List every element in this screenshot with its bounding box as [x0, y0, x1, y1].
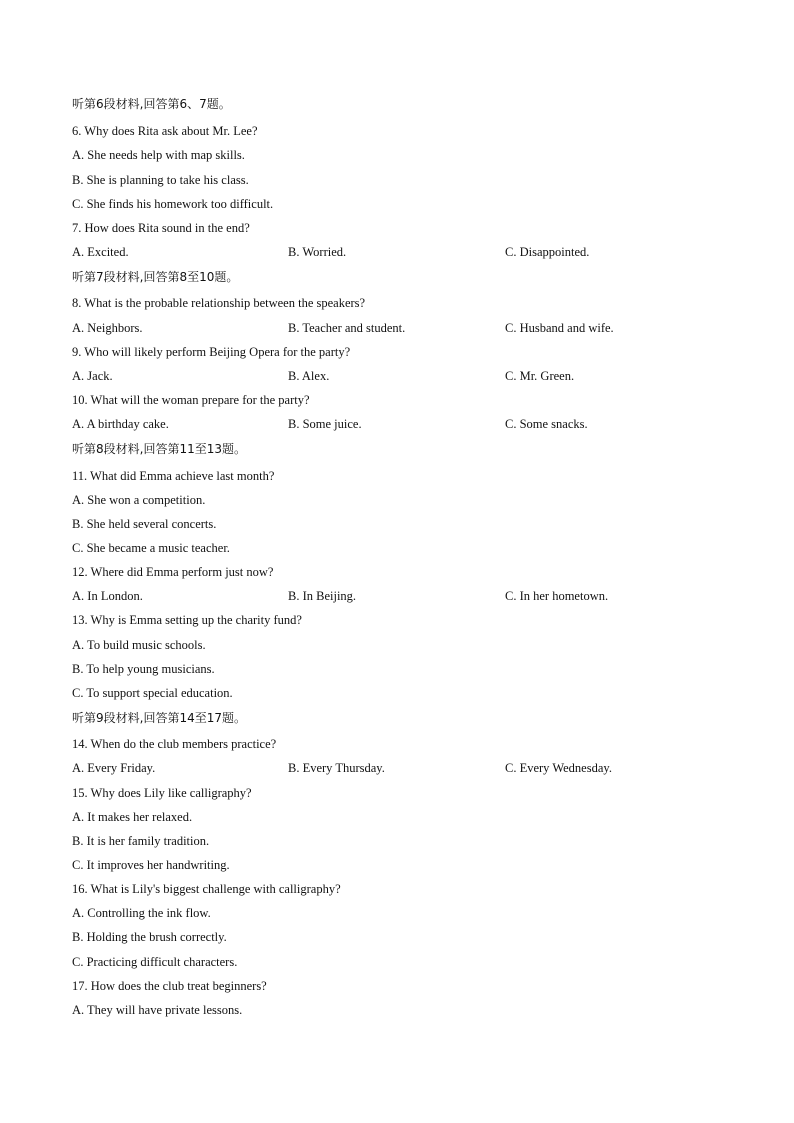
option-12b: B. In Beijing.	[288, 589, 357, 603]
option-8a: A. Neighbors.	[72, 321, 143, 335]
option-7c: C. Disappointed.	[505, 245, 590, 259]
option-6b: B. She is planning to take his class.	[72, 173, 249, 187]
question-9: 9. Who will likely perform Beijing Opera for the party?	[72, 345, 351, 359]
question-17: 17. How does the club treat beginners?	[72, 979, 267, 993]
question-10: 10. What will the woman prepare for the party?	[72, 393, 310, 407]
section-9-header: 听第9段材料,回答第14至17题。	[72, 711, 246, 725]
option-14a: A. Every Friday.	[72, 761, 156, 775]
option-13c: C. To support special education.	[72, 686, 233, 700]
options-8	[0, 320, 794, 336]
question-11: 11. What did Emma achieve last month?	[72, 469, 275, 483]
option-12c: C. In her hometown.	[505, 589, 609, 603]
section-7-header: 听第7段材料,回答第8至10题。	[72, 270, 239, 284]
option-17a: A. They will have private lessons.	[72, 1003, 243, 1017]
option-9c: C. Mr. Green.	[505, 369, 575, 383]
option-14b: B. Every Thursday.	[288, 761, 385, 775]
option-9a: A. Jack.	[72, 369, 113, 383]
option-15a: A. It makes her relaxed.	[72, 810, 193, 824]
options-7	[0, 244, 794, 260]
question-7: 7. How does Rita sound in the end?	[72, 221, 250, 235]
question-16: 16. What is Lily's biggest challenge with calligraphy?	[72, 882, 341, 896]
option-8b: B. Teacher and student.	[288, 321, 406, 335]
option-14c: C. Every Wednesday.	[505, 761, 612, 775]
option-10c: C. Some snacks.	[505, 417, 588, 431]
option-15b: B. It is her family tradition.	[72, 834, 210, 848]
question-13: 13. Why is Emma setting up the charity fund?	[72, 613, 302, 627]
option-7b: B. Worried.	[288, 245, 347, 259]
option-8c: C. Husband and wife.	[505, 321, 614, 335]
question-8: 8. What is the probable relationship between the speakers?	[72, 296, 366, 310]
option-11c: C. She became a music teacher.	[72, 541, 230, 555]
option-16a: A. Controlling the ink flow.	[72, 906, 211, 920]
question-14: 14. When do the club members practice?	[72, 737, 277, 751]
option-15c: C. It improves her handwriting.	[72, 858, 230, 872]
question-12: 12. Where did Emma perform just now?	[72, 565, 274, 579]
option-10b: B. Some juice.	[288, 417, 362, 431]
option-16b: B. Holding the brush correctly.	[72, 930, 227, 944]
options-10	[0, 416, 794, 432]
options-12	[0, 588, 794, 604]
section-6-header: 听第6段材料,回答第6、7题。	[72, 97, 231, 111]
option-12a: A. In London.	[72, 589, 143, 603]
option-6a: A. She needs help with map skills.	[72, 148, 245, 162]
option-13b: B. To help young musicians.	[72, 662, 215, 676]
option-10a: A. A birthday cake.	[72, 417, 169, 431]
option-11b: B. She held several concerts.	[72, 517, 217, 531]
question-15: 15. Why does Lily like calligraphy?	[72, 786, 252, 800]
options-14	[0, 760, 794, 776]
option-7a: A. Excited.	[72, 245, 129, 259]
option-13a: A. To build music schools.	[72, 638, 206, 652]
option-11a: A. She won a competition.	[72, 493, 206, 507]
option-9b: B. Alex.	[288, 369, 330, 383]
question-6: 6. Why does Rita ask about Mr. Lee?	[72, 124, 258, 138]
section-8-header: 听第8段材料,回答第11至13题。	[72, 442, 246, 456]
options-9	[0, 368, 794, 384]
option-16c: C. Practicing difficult characters.	[72, 955, 238, 969]
option-6c: C. She finds his homework too difficult.	[72, 197, 274, 211]
